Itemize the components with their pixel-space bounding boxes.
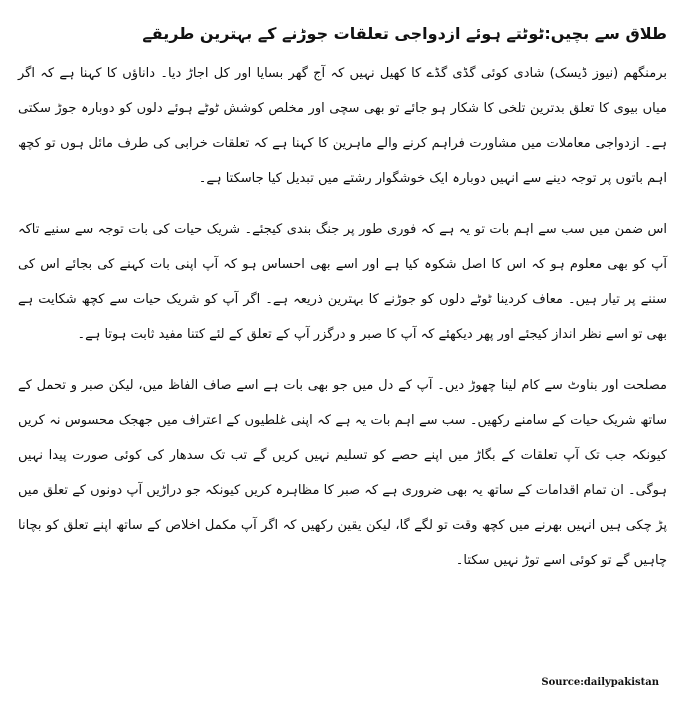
article-paragraph-3: مصلحت اور بناوٹ سے کام لینا چھوڑ دیں۔ آپ کے دل میں جو بھی بات ہے اسے صاف الفاظ میں، لیکن صبر و تحمل کے ساتھ شریک حیات کے سامنے رکھیں۔ سب سے اہم بات یہ ہے کہ اپنی غلطیوں کے اعتراف میں جھجک محسوس نہ کریں کیونکہ جب تک آپ تعلقات کے بگاڑ میں اپنے حصے کو تسلیم نہیں کریں گے تب تک سدھار کی کوئی صورت پیدا نہیں ہوگی۔ ان تمام اقدامات کے ساتھ یہ بھی ضروری ہے کہ صبر کا مظاہرہ کریں کیونکہ جو دراڑیں آپ دونوں کے تعلق میں پڑ چکی ہیں انہیں بھرنے میں کچھ وقت تو لگے گا، لیکن یقین رکھیں کہ اگر آپ مکمل اخلاص کے ساتھ اپنے تعلق کو بچانا چاہیں گے تو کوئی اسے توڑ نہیں سکتا۔ bbox=[18, 378, 667, 568]
article-title: طلاق سے بچیں:ٹوٹتے ہوئے ازدواجی تعلقات جوڑنے کے بہترین طریقے bbox=[142, 24, 667, 43]
article-paragraph-2: اس ضمن میں سب سے اہم بات تو یہ ہے کہ فوری طور پر جنگ بندی کیجئے۔ شریک حیات کی بات توجہ سے سنیے تاکہ آپ کو بھی معلوم ہو کہ اس کا اصل شکوہ کیا ہے اور اسے بھی احساس ہو کہ آپ اپنی بات کہنے کی بجائے اس کی سننے پر تیار ہیں۔ معاف کردینا ٹوٹے دلوں کو جوڑنے کا بہترین ذریعہ ہے۔ اگر آپ کو شریک حیات سے کچھ شکایت ہے بھی تو اسے نظر انداز کیجئے اور پھر دیکھئے کہ آپ کا صبر و درگزر آپ کے تعلق کے لئے کتنا مفید ثابت ہوتا ہے۔ bbox=[18, 222, 667, 342]
article-source: Source:dailypakistan bbox=[541, 677, 659, 688]
article-paragraph-1: برمنگھم (نیوز ڈیسک) شادی کوئی گڈی گڈے کا کھیل نہیں کہ آج گھر بسایا اور کل اجاڑ دیا۔ داناؤں کا کہنا ہے کہ اگر میاں بیوی کا تعلق بدترین تلخی کا شکار ہو جائے تو بھی سچی اور مخلص کوشش ٹوٹے ہوئے دلوں کو دوبارہ جوڑ سکتی ہے۔ ازدواجی معاملات میں مشاورت فراہم کرنے والے ماہرین کا کہنا ہے کہ تعلقات خرابی کی طرف مائل ہوں تو کچھ اہم باتوں پر توجہ دینے سے انہیں دوبارہ ایک خوشگوار رشتے میں تبدیل کیا جاسکتا ہے۔ bbox=[18, 66, 667, 186]
